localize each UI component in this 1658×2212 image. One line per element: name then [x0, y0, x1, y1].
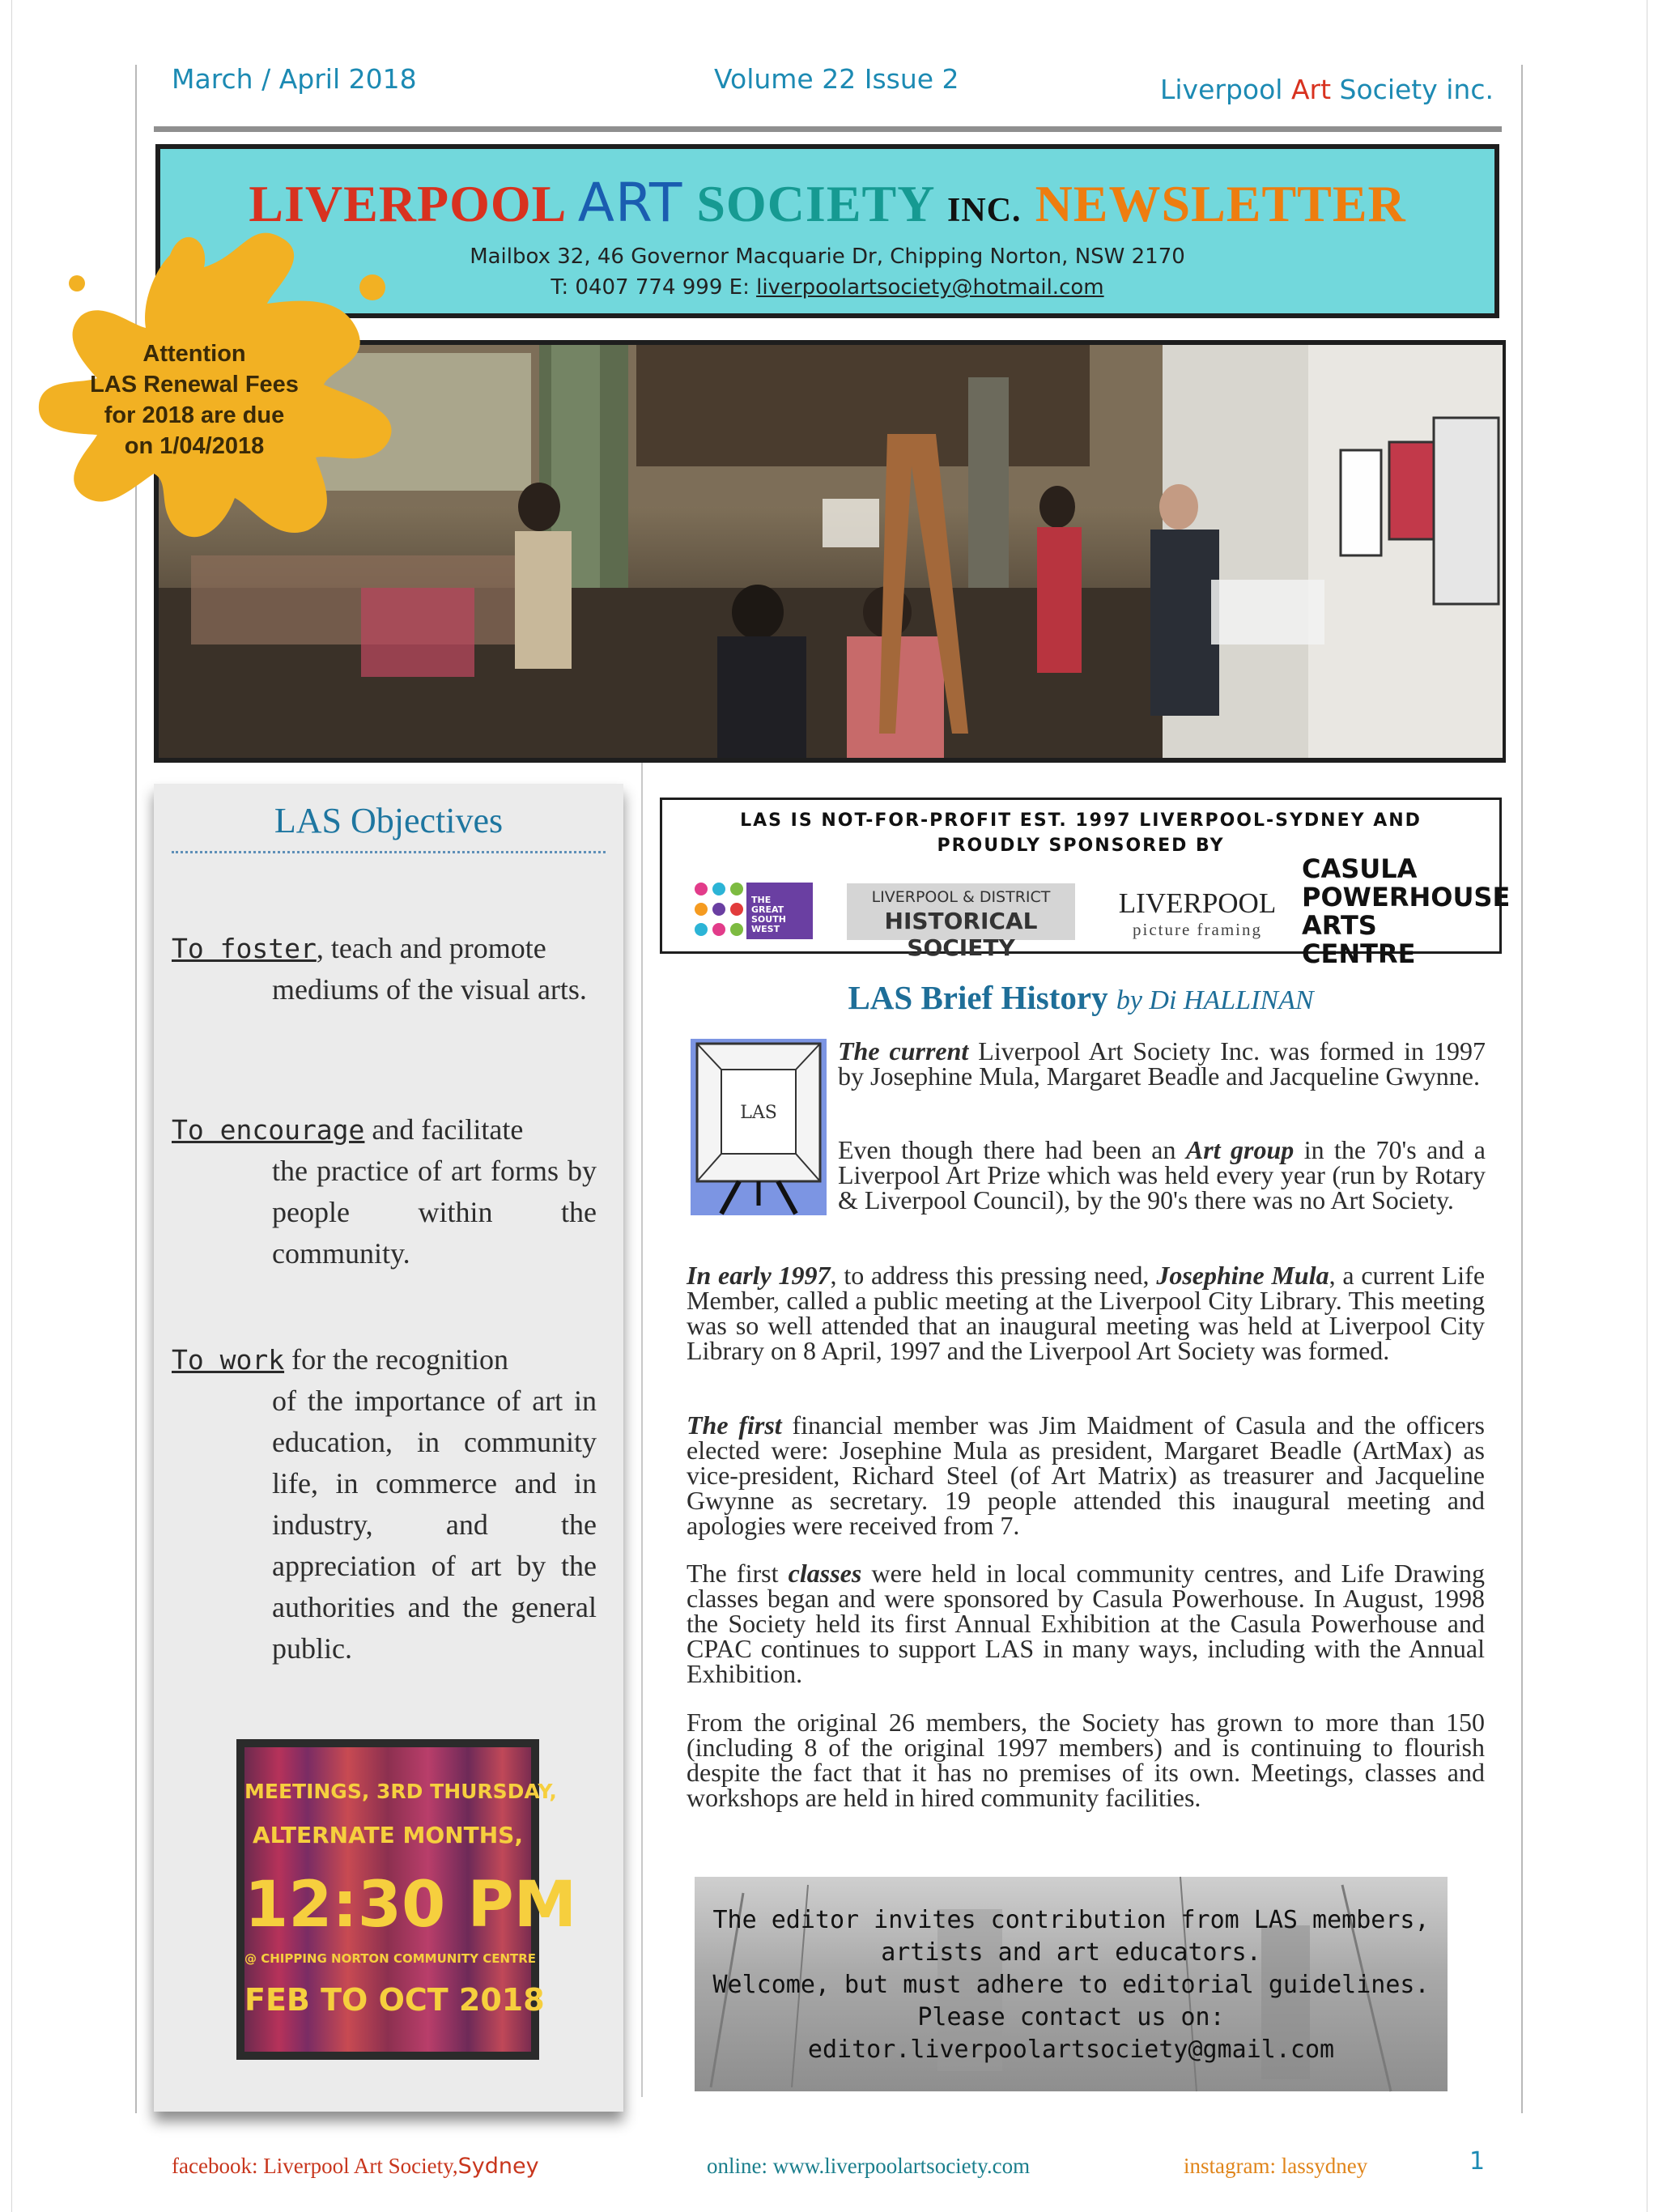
renewal-notice-text: Attention LAS Renewal Fees for 2018 are due on 1/04/2018 — [90, 341, 299, 459]
las-logo — [691, 1039, 827, 1215]
masthead-title: LIVERPOOL ART SOCIETY INC. NEWSLETTER — [249, 172, 1406, 234]
objective-lead: To encourage — [172, 1114, 365, 1146]
history-paragraph: The current Liverpool Art Society Inc. was formed in 1997 by Josephine Mula, Margaret Beadle and Jacqueline Gwynne. — [838, 1036, 1486, 1091]
objective-lead: To work — [172, 1344, 285, 1376]
editor-notice: The editor invites contribution from LAS members, artists and art educators. Welcome, but must adhere to editorial guidelines. Please contact us on: editor.liverpoolartsociety@gmail.com — [695, 1877, 1448, 2091]
sponsors-box — [660, 798, 1511, 969]
masthead-address: Mailbox 32, 46 Governor Macquarie Dr, Chipping Norton, NSW 2170 — [470, 245, 1185, 269]
sponsors-heading: LAS IS NOT-FOR-PROFIT EST. 1997 LIVERPOOL-SYDNEY AND PROUDLY SPONSORED BY — [740, 810, 1422, 856]
contact-email-link[interactable]: liverpoolartsociety@hotmail.com — [756, 275, 1104, 300]
casula-powerhouse-logo: CASULA POWERHOUSE ARTS CENTRE — [1302, 853, 1511, 969]
page-number: 1 — [1469, 2147, 1486, 2176]
objective-lead: To foster — [172, 933, 317, 964]
right-margin-rule — [1521, 65, 1523, 2113]
footer-website[interactable]: online: www.liverpoolartsociety.com — [707, 2154, 1031, 2178]
header-rule — [154, 126, 1502, 132]
history-paragraph: The first classes were held in local community centres, and Life Drawing classes began and were sponsored by Casula Powerhouse. In August, 1998 the Society held its first Annual Exhibition at the Casula Powerhouse and CPAC continues to support LAS in many ways, including with the Annual Exhibition. — [687, 1559, 1486, 1688]
volume-issue: Volume 22 Issue 2 — [714, 63, 959, 95]
historical-society-logo: LIVERPOOL & DISTRICT HISTORICAL SOCIETY — [847, 883, 1075, 940]
history-title: LAS Brief History by Di HALLINAN — [848, 979, 1314, 1016]
meetings-poster: MEETINGS, 3RD THURSDAY, ALTERNATE MONTHS, 12:30 PM @ CHIPPING NORTON COMMUNITY CENTRE FEB TO OCT 2018 — [236, 1739, 539, 2060]
objectives-divider — [172, 851, 606, 853]
masthead-contact: T: 0407 774 999 E: liverpoolartsociety@hotmail.com — [551, 275, 1104, 300]
footer-instagram[interactable]: instagram: lassydney — [1184, 2154, 1368, 2178]
objective-item: To foster, teach and promote mediums of the visual arts. — [172, 932, 587, 1006]
header-society-name: Liverpool Art Society inc. — [1160, 74, 1494, 105]
objective-item: To encourage and facilitate the practice of art forms by people within the community. — [172, 1113, 597, 1270]
header-art-word: Art — [1290, 74, 1332, 105]
svg-text:LAS: LAS — [740, 1103, 777, 1123]
history-paragraph: The first financial member was Jim Maidment of Casula and the officers elected were: Josephine Mula as president, Margaret Beadle (ArtMax) as vice-president, Richard Steel (of Art Matrix) as treasurer and Jacqueline Gwynne as secretary. 19 people attended this inaugural meeting and apologies were received from 7. — [687, 1410, 1486, 1540]
picture-framing-logo: LIVERPOOL picture framing — [1118, 887, 1277, 939]
column-divider — [641, 761, 643, 2097]
objectives-title: LAS Objectives — [274, 801, 504, 840]
history-paragraph: From the original 26 members, the Society has grown to more than 150 (including 8 of the original 1997 members) and is continuing to flourish despite the fact that it has no premises of its own. Meetings, classes and workshops are held in hired community facilities. — [687, 1708, 1485, 1812]
objective-item: To work for the recognition of the importance of art in education, in community life, in commerce and in industry, and the appreciation of art by the authorities and the general public. — [172, 1343, 597, 1665]
issue-date: March / April 2018 — [172, 63, 417, 95]
editor-email[interactable]: editor.liverpoolartsociety@gmail.com — [807, 2035, 1335, 2064]
page-edge-left — [11, 0, 12, 2212]
history-paragraph: In early 1997, to address this pressing need, Josephine Mula, a current Life Member, called a public meeting at the Liverpool City Library. This meeting was so well attended that an inaugural meeting was held at Liverpool City Library on 8 April, 1997 and the Liverpool Art Society was formed. — [687, 1261, 1486, 1365]
history-paragraph: Even though there had been an Art group in the 70's and a Liverpool Art Prize which was held every year (run by Rotary & Liverpool Council), by the 90's there was no Art Society. — [838, 1135, 1486, 1214]
footer-facebook[interactable]: facebook: Liverpool Art Society,Sydney — [172, 2154, 539, 2179]
liverpool-city-logo: THE GREAT SOUTH WEST — [693, 881, 814, 941]
